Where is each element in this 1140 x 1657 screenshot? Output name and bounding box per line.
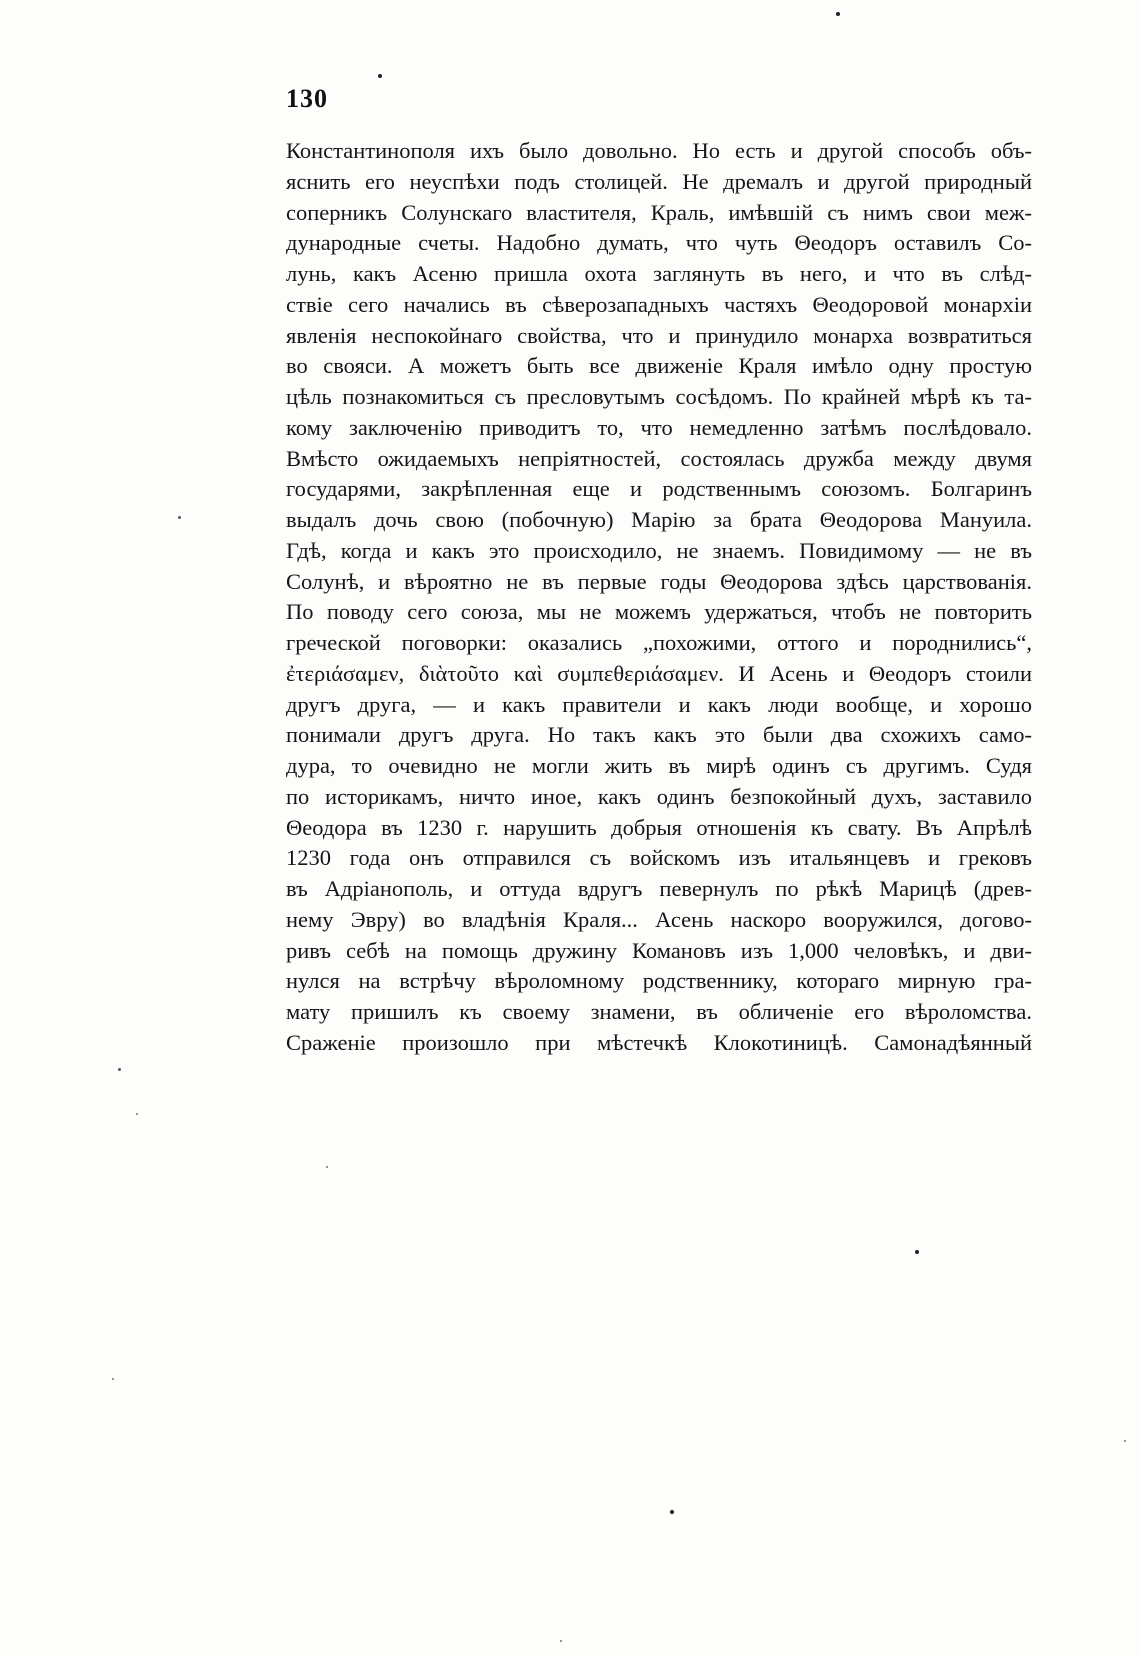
text-line: нулся на встрѣчу вѣроломному родственнику, котораго мирную гра-: [286, 968, 1032, 994]
text-line: явленія неспокойнаго свойства, что и принудило монарха возвратиться: [286, 322, 1032, 348]
text-line: кому заключенію приводитъ то, что немедленно затѣмъ послѣдовало.: [286, 414, 1032, 440]
scan-speck: [1124, 1440, 1126, 1442]
text-line: Гдѣ, когда и какъ это происходило, не знаемъ. Повидимому — не въ: [286, 537, 1032, 563]
text-line: дура, то очевидно не могли жить въ мирѣ одинъ съ другимъ. Судя: [286, 753, 1032, 778]
text-line: по историкамъ, ничто иное, какъ одинъ безпокойный духъ, заставило: [286, 783, 1032, 809]
scan-speck: [136, 1113, 138, 1115]
body-text: [286, 136, 1032, 1059]
scan-speck: [378, 74, 382, 78]
scan-speck: [326, 1166, 328, 1168]
text-line: другъ друга, — и какъ правители и какъ люди вообще, и хорошо: [286, 691, 1032, 717]
text-line: ствіе сего начались въ сѣверозападныхъ частяхъ Θеодоровой монархіи: [286, 291, 1032, 317]
text-line: Солунѣ, и вѣроятно не въ первые годы Θеодорова здѣсь царствованія.: [286, 568, 1032, 594]
text-line: Вмѣсто ожидаемыхъ непріятностей, состоялась дружба между двумя: [286, 445, 1032, 471]
text-line: лунь, какъ Асеню пришла охота заглянуть въ него, и что въ слѣд-: [286, 261, 1032, 286]
scan-speck: [915, 1250, 919, 1254]
text-line: Константинополя ихъ было довольно. Но есть и другой способъ объ-: [286, 138, 1032, 163]
text-line: во свояси. А можетъ быть все движеніе Краля имѣло одну простую: [286, 353, 1032, 379]
page-number: 130: [286, 84, 328, 113]
scan-speck: [670, 1510, 674, 1514]
text-line: Сраженіе произошло при мѣстечкѣ Клокотиницѣ. Самонадѣянный: [286, 1029, 1032, 1055]
text-line: выдалъ дочь свою (побочную) Марію за брата Θеодорова Мануила.: [286, 507, 1032, 532]
text-line: понимали другъ друга. Но такъ какъ это были два схожихъ само-: [286, 722, 1032, 748]
text-line: мату пришилъ къ своему знамени, въ обличеніе его вѣроломства.: [286, 999, 1032, 1024]
text-line: въ Адріанополь, и оттуда вдругъ певернулъ по рѣкѣ Марицѣ (древ-: [286, 876, 1032, 901]
text-line: 1230 года онъ отправился съ войскомъ изъ итальянцевъ и грековъ: [286, 845, 1032, 871]
text-line: греческой поговорки: оказались „похожими, оттого и породнились“,: [286, 630, 1032, 655]
text-line: цѣль познакомиться съ пресловутымъ сосѣдомъ. По крайней мѣрѣ къ та-: [286, 384, 1032, 409]
text-line: государями, закрѣпленная еще и родственнымъ союзомъ. Болгаринъ: [286, 476, 1032, 502]
text-line: ἐτεριάσαμεν, διὰτοῦτο καὶ συμπεθεριάσαμεν. И Асень и Θеодоръ стоили: [286, 660, 1032, 686]
text-line: дународные счеты. Надобно думать, что чуть Θеодоръ оставилъ Со-: [286, 230, 1032, 256]
text-line: яснить его неуспѣхи подъ столицей. Не дремалъ и другой природный: [286, 168, 1032, 194]
scan-speck: [118, 1068, 121, 1071]
scan-speck: [560, 1640, 562, 1642]
text-line: Θеодора въ 1230 г. нарушить добрыя отношенія къ свату. Въ Апрѣлѣ: [286, 814, 1032, 840]
scan-speck: [112, 1378, 114, 1380]
text-line: нему Эвру) во владѣнія Краля... Асень наскоро вооружился, догово-: [286, 906, 1032, 932]
scan-speck: [836, 12, 840, 16]
text-line: соперникъ Солунскаго властителя, Краль, имѣвшій съ нимъ свои меж-: [286, 199, 1032, 225]
text-line: По поводу сего союза, мы не можемъ удержаться, чтобъ не повторить: [286, 599, 1032, 625]
scan-speck: [178, 516, 181, 519]
text-line: ривъ себѣ на помощь дружину Комановъ изъ 1,000 человѣкъ, и дви-: [286, 937, 1032, 963]
